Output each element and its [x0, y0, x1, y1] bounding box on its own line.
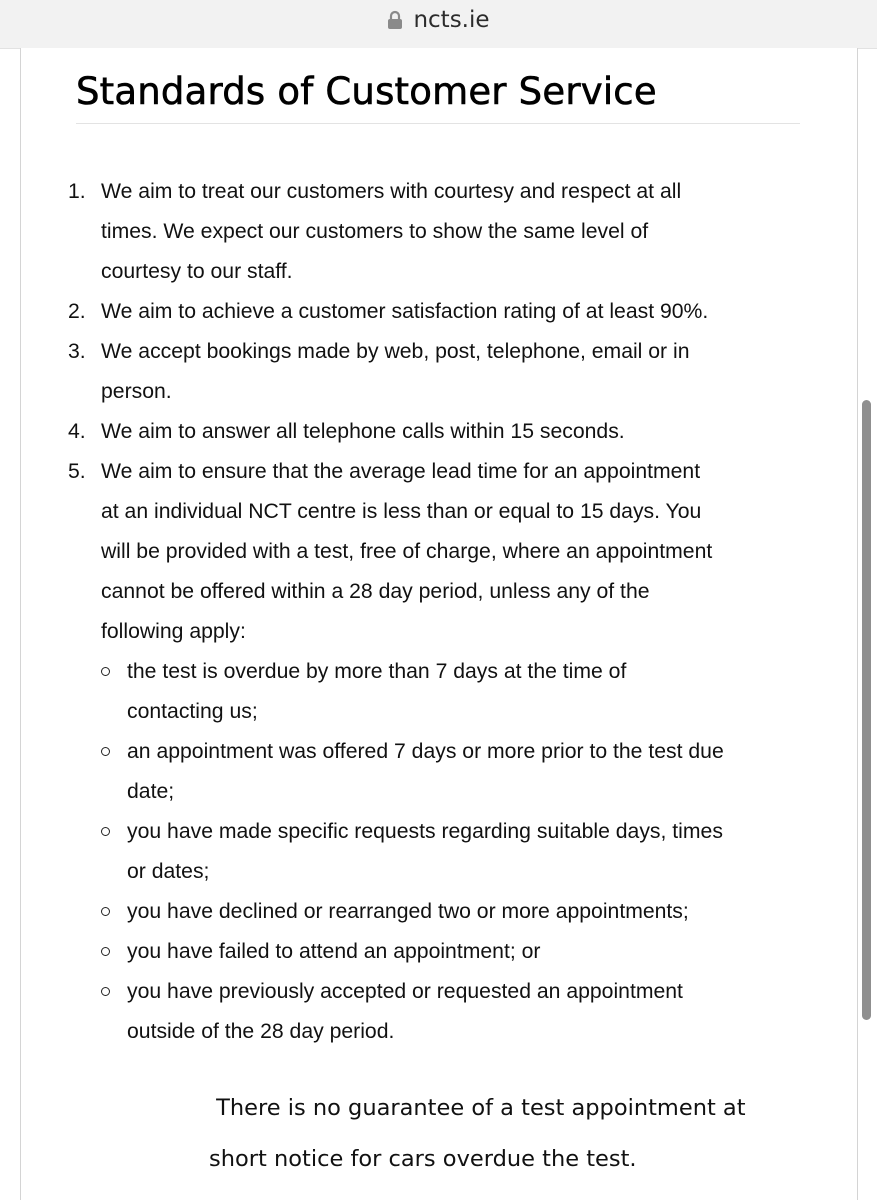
sub-list-item — [101, 892, 808, 932]
item-text-line: We aim to achieve a customer satisfaction rating of at least 90%. — [101, 300, 709, 323]
circle-bullet-icon — [101, 907, 110, 916]
sub-item-text-line: you have previously accepted or requested an appointment — [127, 980, 683, 1003]
item-text-line: courtesy to our staff. — [101, 260, 293, 283]
circle-bullet-icon — [101, 947, 110, 956]
note-line: There is no guarantee of a test appointment at — [209, 1095, 746, 1121]
item-number: 3. — [68, 340, 86, 363]
circle-bullet-icon — [101, 667, 110, 676]
item-text-line: person. — [101, 380, 172, 403]
item-number: 5. — [68, 460, 86, 483]
url-text: ncts.ie — [413, 7, 490, 33]
item-text-line: will be provided with a test, free of charge, where an appointment — [101, 540, 713, 563]
sub-list-item — [101, 732, 808, 812]
page-title: Standards of Customer Service — [76, 70, 657, 113]
browser-url-bar[interactable] — [0, 0, 877, 49]
circle-bullet-icon — [101, 747, 110, 756]
item-number: 1. — [68, 180, 86, 203]
list-item — [68, 452, 808, 1052]
sub-item-text-line: you have declined or rearranged two or more appointments; — [127, 900, 689, 923]
sub-item-text-line: outside of the 28 day period. — [127, 1020, 395, 1043]
title-divider — [76, 123, 800, 124]
circle-bullet-icon — [101, 827, 110, 836]
sub-item-text-line: you have failed to attend an appointment; or — [127, 940, 541, 963]
sub-item-text-line: contacting us; — [127, 700, 258, 723]
scrollbar[interactable] — [862, 400, 871, 1020]
item-text-line: We aim to ensure that the average lead time for an appointment — [101, 460, 701, 483]
item-number: 4. — [68, 420, 86, 443]
item-text-line: We aim to treat our customers with courtesy and respect at all — [101, 180, 682, 203]
item-text-line: We accept bookings made by web, post, telephone, email or in — [101, 340, 690, 363]
item-text-line: times. We expect our customers to show the same level of — [101, 220, 649, 243]
standards-list — [68, 172, 808, 1052]
lock-icon — [387, 10, 403, 30]
sub-list-item — [101, 932, 808, 972]
sub-item-text-line: or dates; — [127, 860, 210, 883]
item-text-line: We aim to answer all telephone calls within 15 seconds. — [101, 420, 625, 443]
item-text-line: at an individual NCT centre is less than or equal to 15 days. You — [101, 500, 702, 523]
list-item — [68, 172, 808, 292]
sub-item-text-line: the test is overdue by more than 7 days at the time of — [127, 660, 627, 683]
note-line: short notice for cars overdue the test. — [209, 1146, 637, 1172]
list-item — [68, 412, 808, 452]
item-text-line: following apply: — [101, 620, 246, 643]
item-number: 2. — [68, 300, 86, 323]
sub-list-item — [101, 812, 808, 892]
sub-item-text-line: an appointment was offered 7 days or more prior to the test due — [127, 740, 724, 763]
list-item — [68, 332, 808, 412]
exceptions-list — [101, 652, 808, 1052]
url-display[interactable] — [387, 7, 489, 33]
sub-list-item — [101, 972, 808, 1052]
standards-content — [68, 172, 808, 1052]
sub-item-text-line: you have made specific requests regarding suitable days, times — [127, 820, 723, 843]
sub-item-text-line: date; — [127, 780, 175, 803]
sub-list-item — [101, 652, 808, 732]
item-text-line: cannot be offered within a 28 day period, unless any of the — [101, 580, 650, 603]
circle-bullet-icon — [101, 987, 110, 996]
overdue-note — [209, 1083, 746, 1185]
list-item — [68, 292, 808, 332]
